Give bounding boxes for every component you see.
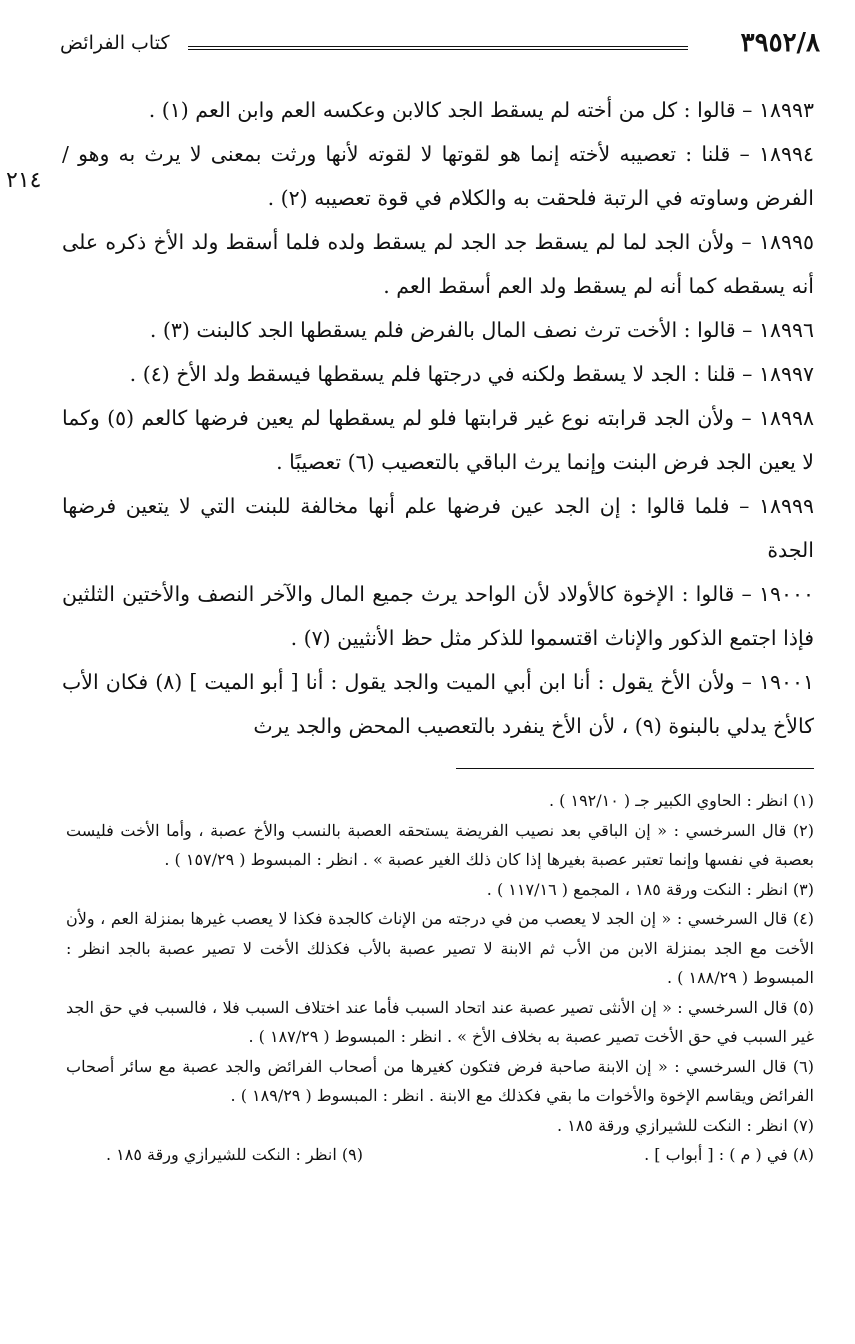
footnotes: [66, 786, 814, 1170]
paragraph-18998: ١٨٩٩٨ – ولأن الجد قرابته نوع غير قرابتها فلو لم يسقطها لم يعين فرضها كالعم (٥) وكما لا يعين الجد فرض البنت وإنما يرث الباقي بالتعصيب (٦) تعصيبًا .: [62, 406, 814, 474]
footnote-divider: [456, 768, 814, 769]
footnote-5: (٥) قال السرخسي : « إن الأنثى تصير عصبة عند اتحاد السبب فأما عند اختلاف السبب فلا ، فالسبب في حق الجد غير السبب في حق الأخت تصير عصبة به بخلاف الأخ » . انظر : المبسوط ( ١٨٧/٢٩ ) .: [66, 997, 814, 1046]
footnote-2: (٢) قال السرخسي : « إن الباقي بعد نصيب الفريضة يستحقه العصبة بالنسب والأخ عصبة ، وأما الأخت فليست بعصبة في نفسها وإنما تعتبر عصبة بغيرها إذا كان ذلك الغير عصبة » . انظر : المبسوط ( ١٥٧/٢٩ ) .: [66, 820, 814, 869]
main-text: [62, 88, 814, 748]
footnote-8-9-row: [66, 1140, 814, 1170]
footnote-6: (٦) قال السرخسي : « إن الابنة صاحبة فرض فتكون كغيرها من أصحاب الفرائض والجد عصبة مع سائر أصحاب الفرائض ويقاسم الإخوة والأخوات ما بقي فكذلك مع الابنة . انظر : المبسوط ( ١٨٩/٢٩ ) .: [66, 1056, 814, 1105]
page-number: ٣٩٥٢/٨: [740, 28, 820, 58]
margin-page-marker: ٢١٤: [6, 168, 42, 193]
page-header: [60, 26, 820, 66]
header-rule: [188, 46, 688, 50]
footnote-8: (٨) في ( م ) : [ أبواب ] .: [644, 1145, 814, 1164]
paragraph-18993: ١٨٩٩٣ – قالوا : كل من أخته لم يسقط الجد كالابن وعكسه العم وابن العم (١) .: [148, 98, 814, 122]
footnote-3: (٣) انظر : النكت ورقة ١٨٥ ، المجمع ( ١١٧/١٦ ) .: [486, 879, 814, 899]
paragraph-18995: ١٨٩٩٥ – ولأن الجد لما لم يسقط جد الجد لم يسقط ولده فلما أسقط ولد الأخ ذكره على أنه يسقطه كما أنه لم يسقط ولد العم أسقط العم .: [62, 230, 814, 298]
paragraph-18994: ١٨٩٩٤ – قلنا : تعصيبه لأخته إنما هو لقوتها لا لقوته لأنها ورثت بمعنى لا يرث به وهو / الفرض وساوته في الرتبة فلحقت به والكلام في قوة تعصيبه (٢) .: [62, 142, 814, 210]
paragraph-18997: ١٨٩٩٧ – قلنا : الجد لا يسقط ولكنه في درجتها فلم يسقطها فيسقط ولد الأخ (٤) .: [129, 362, 814, 386]
footnote-7: (٧) انظر : النكت للشيرازي ورقة ١٨٥ .: [557, 1115, 814, 1135]
footnote-9: (٩) انظر : النكت للشيرازي ورقة ١٨٥ .: [106, 1145, 363, 1164]
paragraph-19000: ١٩٠٠٠ – قالوا : الإخوة كالأولاد لأن الواحد يرث جميع المال والآخر النصف والأختين الثلثين فإذا اجتمع الذكور والإناث اقتسموا للذكر مثل حظ الأنثيين (٧) .: [62, 582, 814, 650]
footnote-4: (٤) قال السرخسي : « إن الجد لا يعصب من في درجته من الإناث كالجدة فكذا لا يعصب غيرها بمنزلة العم ، ولأن الأخت مع الجد بمنزلة الابن من الأب ثم الابنة لا تصير عصبة بالأب فكذلك الأخت لا تصير عصبة بالجد انظر : المبسوط ( ١٨٨/٢٩ ) .: [66, 909, 814, 987]
paragraph-19001: ١٩٠٠١ – ولأن الأخ يقول : أنا ابن أبي الميت والجد يقول : أنا [ أبو الميت ] (٨) فكان الأب كالأخ يدلي بالبنوة (٩) ، لأن الأخ ينفرد بالتعصيب المحض والجد يرث: [62, 670, 814, 738]
paragraph-18999: ١٨٩٩٩ – فلما قالوا : إن الجد عين فرضها علم أنها مخالفة للبنت التي لا يتعين فرضها الجدة: [62, 494, 814, 562]
footnote-1: (١) انظر : الحاوي الكبير جـ ( ١٩٢/١٠ ) .: [548, 791, 814, 810]
paragraph-18996: ١٨٩٩٦ – قالوا : الأخت ترث نصف المال بالفرض فلم يسقطها الجد كالبنت (٣) .: [149, 318, 814, 342]
book-title: كتاب الفرائض: [60, 32, 170, 54]
